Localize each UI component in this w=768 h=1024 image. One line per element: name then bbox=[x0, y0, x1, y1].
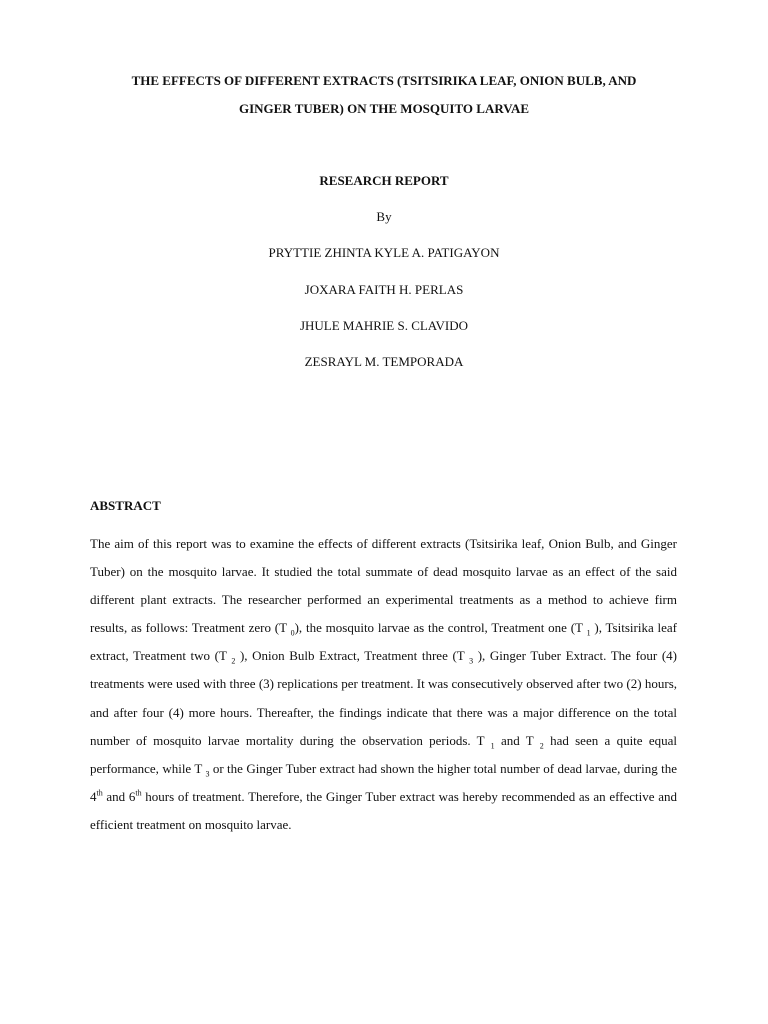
subscript-t3: 3 bbox=[469, 656, 474, 666]
subscript-t1-second: 1 bbox=[490, 741, 495, 751]
title-line-1: THE EFFECTS OF DIFFERENT EXTRACTS (TSITSIRIKA LEAF, ONION BULB, AND bbox=[131, 73, 637, 88]
abstract-heading: ABSTRACT bbox=[90, 498, 161, 513]
subscript-t0: 0 bbox=[290, 628, 295, 638]
abstract-text-1: The aim of this report was to examine the effects of different extracts (Tsitsirika leaf, Onion Bulb, and Ginger Tuber) on the mosquito larvae. It studied the total summate of dead mosquito larvae as an effect of the said different plant extracts. The researcher performed an experimental treatments as a method to achieve firm results, as follows: Treatment zero (T bbox=[90, 536, 677, 636]
abstract-text-4: ), Onion Bulb Extract, Treatment three (T bbox=[235, 648, 470, 664]
author-3: JHULE MAHRIE S. CLAVIDO bbox=[299, 318, 469, 333]
subscript-t2-second: 2 bbox=[539, 741, 544, 751]
author-4: ZESRAYL M. TEMPORADA bbox=[304, 354, 464, 369]
author-1: PRYTTIE ZHINTA KYLE A. PATIGAYON bbox=[268, 245, 500, 260]
superscript-th-2: th bbox=[135, 788, 142, 798]
superscript-th-1: th bbox=[96, 788, 103, 798]
abstract-text-9: and 6 bbox=[102, 788, 136, 804]
abstract-text-7: had seen a quite equal performance, while T bbox=[90, 732, 677, 776]
abstract-text-8: or the Ginger Tuber extract had shown the higher total number of dead larvae, during the 4 bbox=[90, 760, 677, 804]
abstract-text-6: and T bbox=[494, 732, 540, 748]
subscript-t2: 2 bbox=[231, 656, 236, 666]
author-2: JOXARA FAITH H. PERLAS bbox=[304, 282, 464, 297]
subscript-t3-second: 3 bbox=[205, 769, 210, 779]
abstract-text-3: ), Tsitsirika leaf extract, Treatment two (T bbox=[90, 620, 677, 664]
abstract-paragraph bbox=[90, 530, 677, 839]
subscript-t1: 1 bbox=[586, 628, 591, 638]
report-type: RESEARCH REPORT bbox=[319, 173, 449, 188]
abstract-text-10: hours of treatment. Therefore, the Ginger Tuber extract was hereby recommended as an effective and efficient treatment on mosquito larvae. bbox=[90, 788, 677, 832]
by-label: By bbox=[376, 209, 392, 224]
title-line-2: GINGER TUBER) ON THE MOSQUITO LARVAE bbox=[238, 101, 530, 116]
abstract-text-5: ), Ginger Tuber Extract. The four (4) treatments were used with three (3) replications per treatment. It was consecutively observed after two (2) hours, and after four (4) more hours. Thereafter, the findings indicate that there was a major difference on the total number of mosquito larvae mortality during the observation periods. T bbox=[90, 648, 677, 748]
abstract-text-2: ), the mosquito larvae as the control, Treatment one (T bbox=[294, 620, 587, 636]
